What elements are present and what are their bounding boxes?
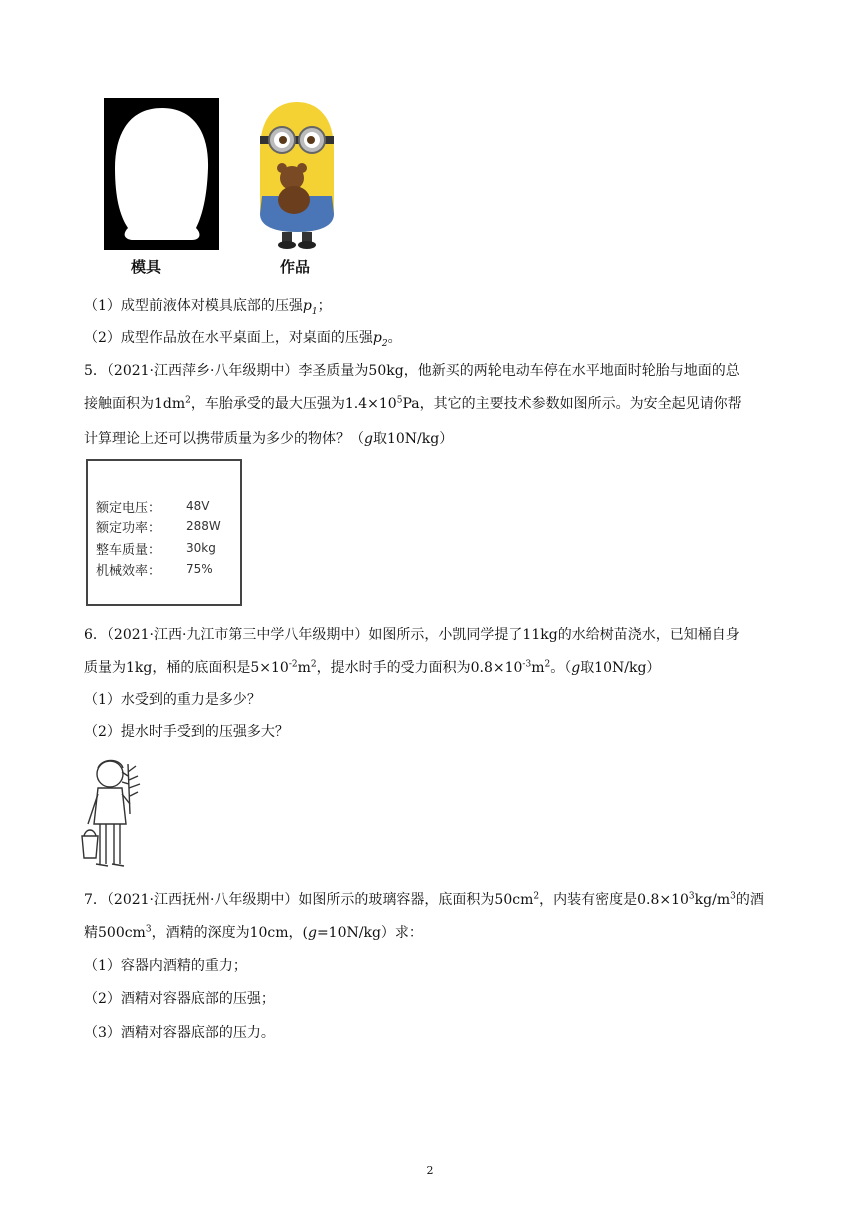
spec-label: 额定功率： — [96, 521, 162, 536]
q7-sub2: （2）酒精对容器底部的压强； — [84, 991, 275, 1007]
spec-table — [86, 459, 242, 606]
q4-sub1: （1）成型前液体对模具底部的压强$p_1$； — [84, 298, 332, 317]
mold-caption: 模具 — [131, 258, 162, 276]
q7-sub3: （3）酒精对容器底部的压力。 — [84, 1025, 275, 1041]
q6-sub2: （2）提水时手受到的压强多大？ — [84, 724, 289, 740]
q6-sub1: （1）水受到的重力是多少？ — [84, 692, 261, 708]
q5-line1: 5．（2021·江西萍乡·八年级期中）李圣质量为50kg，他新买的两轮电动车停在水平地面时轮胎与地面的总 — [84, 363, 740, 379]
q6-line2: 质量为1kg，桶的底面积是$5\times 10^{-2}m^2$，提水时手的受力面积为$0.8\times 10^{-3}m^2$。（g取10N/kg） — [84, 659, 661, 676]
spec-value: 30kg — [186, 541, 216, 555]
mold-silhouette — [104, 98, 219, 250]
q7-line2: 精$500cm^3$，酒精的深度为10cm，(g=10N/kg）求： — [84, 924, 423, 941]
spec-value: 288W — [186, 519, 221, 533]
spec-value: 75% — [186, 562, 213, 576]
spec-label: 机械效率： — [96, 564, 162, 579]
q6-line1: 6．（2021·江西·九江市第三中学八年级期中）如图所示，小凯同学提了11kg的水给树苗浇水，已知桶自身 — [84, 627, 740, 643]
spec-value: 48V — [186, 499, 210, 513]
page-number: 2 — [426, 1164, 434, 1177]
work-caption: 作品 — [280, 258, 311, 276]
q7-line1: 7．（2021·江西抚州·八年级期中）如图所示的玻璃容器，底面积为$50cm^2$，内装有密度是$0.8\times 10^3kg/m^3$的酒 — [84, 891, 764, 908]
spec-label: 整车质量： — [96, 543, 162, 558]
q4-sub2: （2）成型作品放在水平桌面上，对桌面的压强$p_2$。 — [84, 330, 402, 349]
child-illustration — [80, 754, 160, 874]
mold-image — [104, 98, 219, 250]
minion-figure — [248, 100, 346, 250]
q5-line3: 计算理论上还可以携带质量为多少的物体？（g取10N/kg） — [84, 431, 454, 447]
q7-sub1: （1）容器内酒精的重力； — [84, 958, 247, 974]
spec-label: 额定电压： — [96, 501, 162, 516]
child-watering-image — [80, 754, 160, 874]
q5-line2: 接触面积为$1dm^2$，车胎承受的最大压强为$1.4\times 10^5Pa$，其它的主要技术参数如图所示。为安全起见请你帮 — [84, 395, 742, 412]
minion-image — [248, 100, 346, 250]
